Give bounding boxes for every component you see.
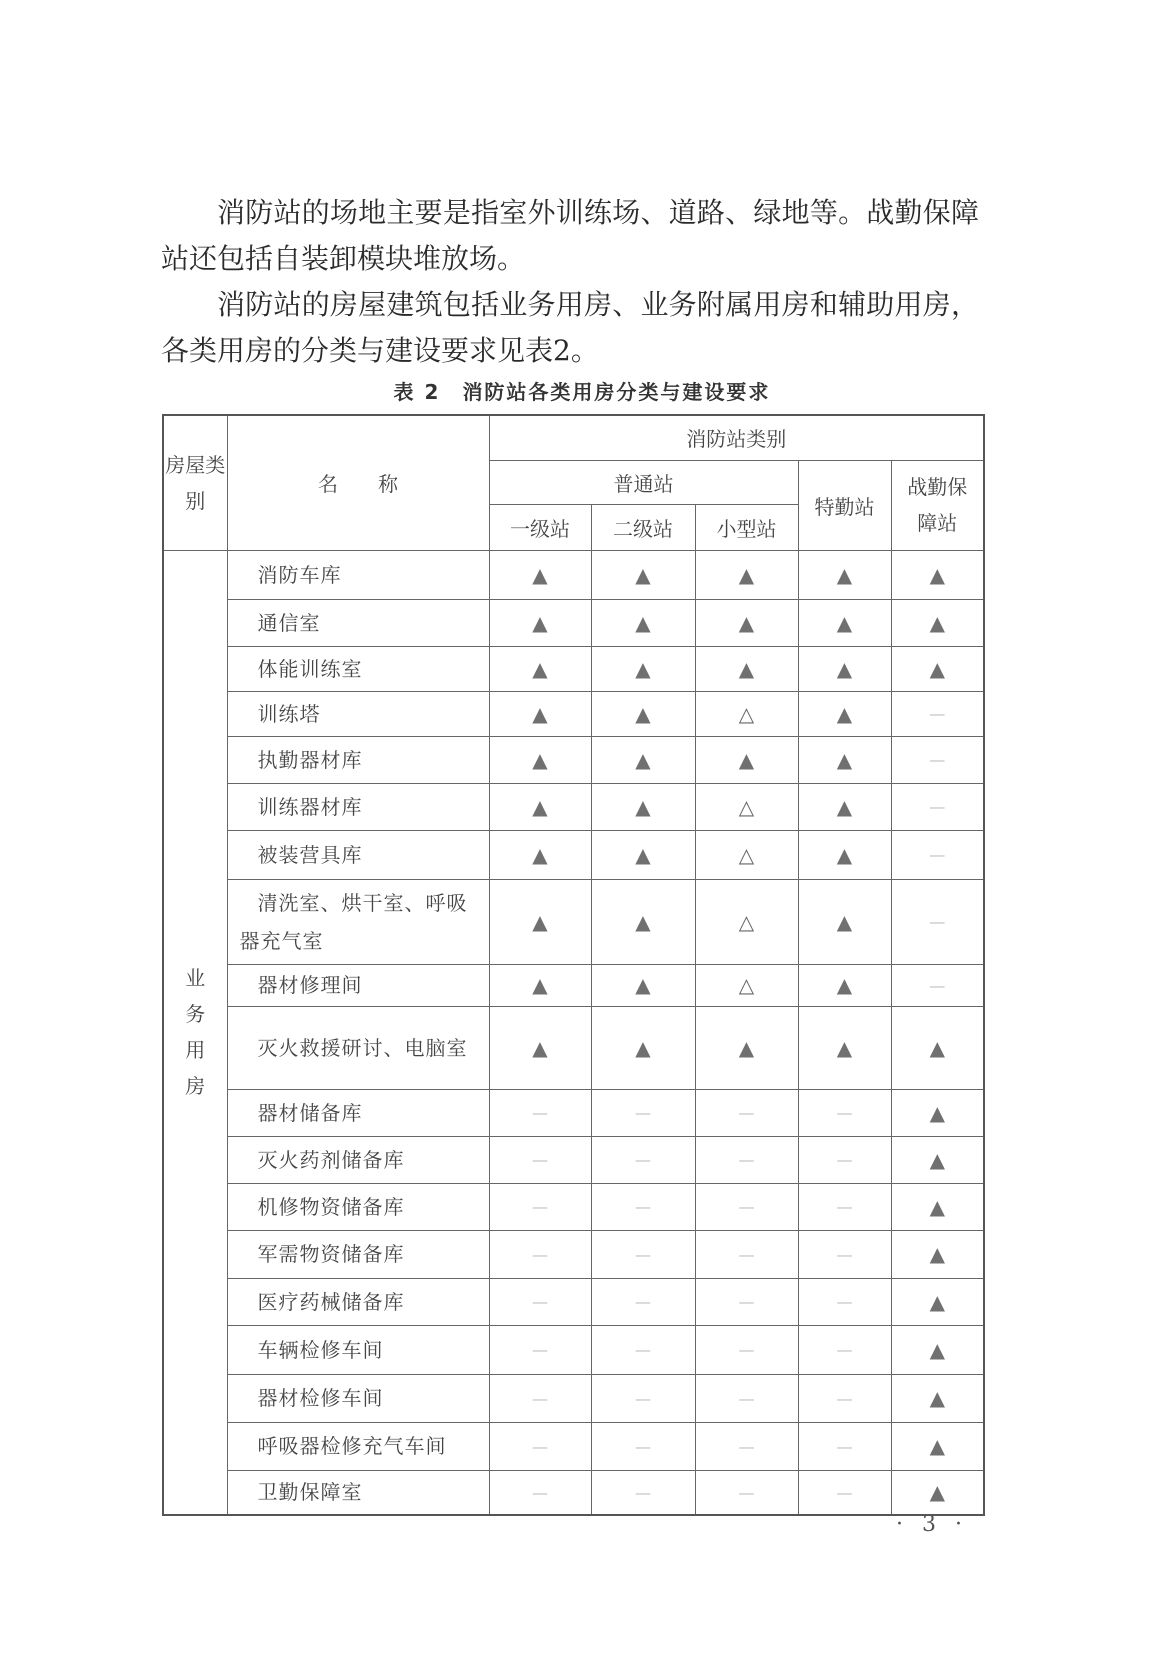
not-applicable-mark: — bbox=[798, 1230, 891, 1278]
required-mark: ▲ bbox=[695, 599, 798, 646]
not-applicable-mark: — bbox=[489, 1470, 591, 1515]
not-applicable-mark: — bbox=[489, 1278, 591, 1325]
required-mark: ▲ bbox=[891, 1183, 984, 1230]
room-name: 器材储备库 bbox=[227, 1089, 489, 1136]
required-mark: ▲ bbox=[489, 646, 591, 691]
not-applicable-mark: — bbox=[695, 1374, 798, 1422]
not-applicable-mark: — bbox=[695, 1183, 798, 1230]
required-mark: ▲ bbox=[891, 1278, 984, 1325]
room-name: 被装营具库 bbox=[227, 830, 489, 879]
table-row bbox=[163, 1470, 984, 1515]
not-applicable-mark: — bbox=[891, 879, 984, 964]
table-row bbox=[163, 691, 984, 736]
not-applicable-mark: — bbox=[489, 1183, 591, 1230]
header-support: 战勤保障站 bbox=[891, 460, 984, 550]
optional-mark: △ bbox=[695, 964, 798, 1006]
not-applicable-mark: — bbox=[489, 1325, 591, 1374]
required-mark: ▲ bbox=[891, 1006, 984, 1089]
required-mark: ▲ bbox=[798, 1006, 891, 1089]
required-mark: ▲ bbox=[489, 830, 591, 879]
table-row bbox=[163, 550, 984, 599]
optional-mark: △ bbox=[695, 879, 798, 964]
required-mark: ▲ bbox=[591, 879, 695, 964]
paragraph-buildings: 消防站的房屋建筑包括业务用房、业务附属用房和辅助用房，各类用房的分类与建设要求见表2。 bbox=[161, 288, 979, 367]
table-row bbox=[163, 1230, 984, 1278]
header-name: 名 称 bbox=[227, 415, 489, 550]
not-applicable-mark: — bbox=[798, 1325, 891, 1374]
required-mark: ▲ bbox=[798, 736, 891, 783]
table-number: 表 2 bbox=[393, 380, 441, 404]
required-mark: ▲ bbox=[591, 736, 695, 783]
not-applicable-mark: — bbox=[591, 1089, 695, 1136]
table-row bbox=[163, 1278, 984, 1325]
not-applicable-mark: — bbox=[591, 1422, 695, 1470]
required-mark: ▲ bbox=[798, 691, 891, 736]
required-mark: ▲ bbox=[891, 1374, 984, 1422]
required-mark: ▲ bbox=[591, 830, 695, 879]
required-mark: ▲ bbox=[489, 550, 591, 599]
required-mark: ▲ bbox=[891, 1230, 984, 1278]
table-row bbox=[163, 1422, 984, 1470]
room-name: 训练器材库 bbox=[227, 783, 489, 830]
header-ordinary: 普通站 bbox=[489, 460, 798, 504]
header-category: 房屋类别 bbox=[163, 415, 227, 550]
table-row bbox=[163, 1325, 984, 1374]
room-name: 医疗药械储备库 bbox=[227, 1278, 489, 1325]
required-mark: ▲ bbox=[798, 783, 891, 830]
required-mark: ▲ bbox=[695, 550, 798, 599]
not-applicable-mark: — bbox=[798, 1278, 891, 1325]
required-mark: ▲ bbox=[489, 599, 591, 646]
room-name: 卫勤保障室 bbox=[227, 1470, 489, 1515]
not-applicable-mark: — bbox=[695, 1422, 798, 1470]
not-applicable-mark: — bbox=[798, 1422, 891, 1470]
required-mark: ▲ bbox=[489, 964, 591, 1006]
required-mark: ▲ bbox=[591, 783, 695, 830]
header-special: 特勤站 bbox=[798, 460, 891, 550]
table-row bbox=[163, 879, 984, 964]
required-mark: ▲ bbox=[489, 783, 591, 830]
room-name: 军需物资储备库 bbox=[227, 1230, 489, 1278]
optional-mark: △ bbox=[695, 691, 798, 736]
table-row bbox=[163, 646, 984, 691]
not-applicable-mark: — bbox=[891, 691, 984, 736]
not-applicable-mark: — bbox=[489, 1136, 591, 1183]
room-name: 器材修理间 bbox=[227, 964, 489, 1006]
not-applicable-mark: — bbox=[891, 830, 984, 879]
not-applicable-mark: — bbox=[695, 1278, 798, 1325]
not-applicable-mark: — bbox=[798, 1136, 891, 1183]
required-mark: ▲ bbox=[489, 736, 591, 783]
required-mark: ▲ bbox=[798, 646, 891, 691]
header-level2: 二级站 bbox=[591, 504, 695, 550]
header-level1: 一级站 bbox=[489, 504, 591, 550]
room-name: 灭火药剂储备库 bbox=[227, 1136, 489, 1183]
not-applicable-mark: — bbox=[489, 1089, 591, 1136]
optional-mark: △ bbox=[695, 783, 798, 830]
required-mark: ▲ bbox=[891, 1136, 984, 1183]
table-row bbox=[163, 736, 984, 783]
table-title: 消防站各类用房分类与建设要求 bbox=[462, 380, 771, 404]
required-mark: ▲ bbox=[591, 1006, 695, 1089]
not-applicable-mark: — bbox=[591, 1278, 695, 1325]
not-applicable-mark: — bbox=[798, 1374, 891, 1422]
table-row bbox=[163, 1089, 984, 1136]
table-row bbox=[163, 783, 984, 830]
page-number: · 3 · bbox=[896, 1512, 968, 1537]
required-mark: ▲ bbox=[591, 550, 695, 599]
table-row bbox=[163, 1136, 984, 1183]
required-mark: ▲ bbox=[891, 646, 984, 691]
table-row bbox=[163, 964, 984, 1006]
not-applicable-mark: — bbox=[695, 1230, 798, 1278]
not-applicable-mark: — bbox=[591, 1183, 695, 1230]
not-applicable-mark: — bbox=[798, 1183, 891, 1230]
not-applicable-mark: — bbox=[591, 1374, 695, 1422]
table-row bbox=[163, 1374, 984, 1422]
required-mark: ▲ bbox=[695, 1006, 798, 1089]
required-mark: ▲ bbox=[695, 736, 798, 783]
not-applicable-mark: — bbox=[695, 1470, 798, 1515]
not-applicable-mark: — bbox=[891, 783, 984, 830]
room-name: 清洗室、烘干室、呼吸器充气室 bbox=[227, 879, 489, 964]
not-applicable-mark: — bbox=[695, 1089, 798, 1136]
not-applicable-mark: — bbox=[695, 1325, 798, 1374]
paragraph-site: 消防站的场地主要是指室外训练场、道路、绿地等。战勤保障站还包括自装卸模块堆放场。 bbox=[161, 196, 979, 275]
room-requirements-table bbox=[162, 414, 985, 1516]
room-name: 训练塔 bbox=[227, 691, 489, 736]
not-applicable-mark: — bbox=[891, 964, 984, 1006]
required-mark: ▲ bbox=[798, 550, 891, 599]
room-name: 机修物资储备库 bbox=[227, 1183, 489, 1230]
not-applicable-mark: — bbox=[591, 1325, 695, 1374]
not-applicable-mark: — bbox=[489, 1230, 591, 1278]
room-name: 车辆检修车间 bbox=[227, 1325, 489, 1374]
required-mark: ▲ bbox=[489, 1006, 591, 1089]
required-mark: ▲ bbox=[695, 646, 798, 691]
not-applicable-mark: — bbox=[798, 1089, 891, 1136]
table-caption bbox=[0, 376, 1164, 405]
table-row bbox=[163, 1183, 984, 1230]
required-mark: ▲ bbox=[591, 964, 695, 1006]
room-name: 消防车库 bbox=[227, 550, 489, 599]
room-name: 呼吸器检修充气车间 bbox=[227, 1422, 489, 1470]
not-applicable-mark: — bbox=[798, 1470, 891, 1515]
required-mark: ▲ bbox=[798, 830, 891, 879]
required-mark: ▲ bbox=[891, 1470, 984, 1515]
category-cell: 业务用房 bbox=[163, 550, 227, 1515]
required-mark: ▲ bbox=[591, 599, 695, 646]
required-mark: ▲ bbox=[798, 964, 891, 1006]
header-station-type: 消防站类别 bbox=[489, 415, 984, 460]
optional-mark: △ bbox=[695, 830, 798, 879]
required-mark: ▲ bbox=[891, 1422, 984, 1470]
table-row bbox=[163, 1006, 984, 1089]
not-applicable-mark: — bbox=[591, 1470, 695, 1515]
not-applicable-mark: — bbox=[489, 1374, 591, 1422]
required-mark: ▲ bbox=[591, 646, 695, 691]
header-small: 小型站 bbox=[695, 504, 798, 550]
required-mark: ▲ bbox=[489, 691, 591, 736]
not-applicable-mark: — bbox=[695, 1136, 798, 1183]
table-row bbox=[163, 830, 984, 879]
not-applicable-mark: — bbox=[591, 1230, 695, 1278]
room-name: 通信室 bbox=[227, 599, 489, 646]
not-applicable-mark: — bbox=[891, 736, 984, 783]
required-mark: ▲ bbox=[891, 550, 984, 599]
required-mark: ▲ bbox=[591, 691, 695, 736]
room-name: 灭火救援研讨、电脑室 bbox=[227, 1006, 489, 1089]
not-applicable-mark: — bbox=[591, 1136, 695, 1183]
required-mark: ▲ bbox=[489, 879, 591, 964]
not-applicable-mark: — bbox=[489, 1422, 591, 1470]
required-mark: ▲ bbox=[891, 599, 984, 646]
table-row bbox=[163, 599, 984, 646]
room-name: 执勤器材库 bbox=[227, 736, 489, 783]
required-mark: ▲ bbox=[891, 1325, 984, 1374]
required-mark: ▲ bbox=[891, 1089, 984, 1136]
room-name: 体能训练室 bbox=[227, 646, 489, 691]
required-mark: ▲ bbox=[798, 599, 891, 646]
room-name: 器材检修车间 bbox=[227, 1374, 489, 1422]
required-mark: ▲ bbox=[798, 879, 891, 964]
